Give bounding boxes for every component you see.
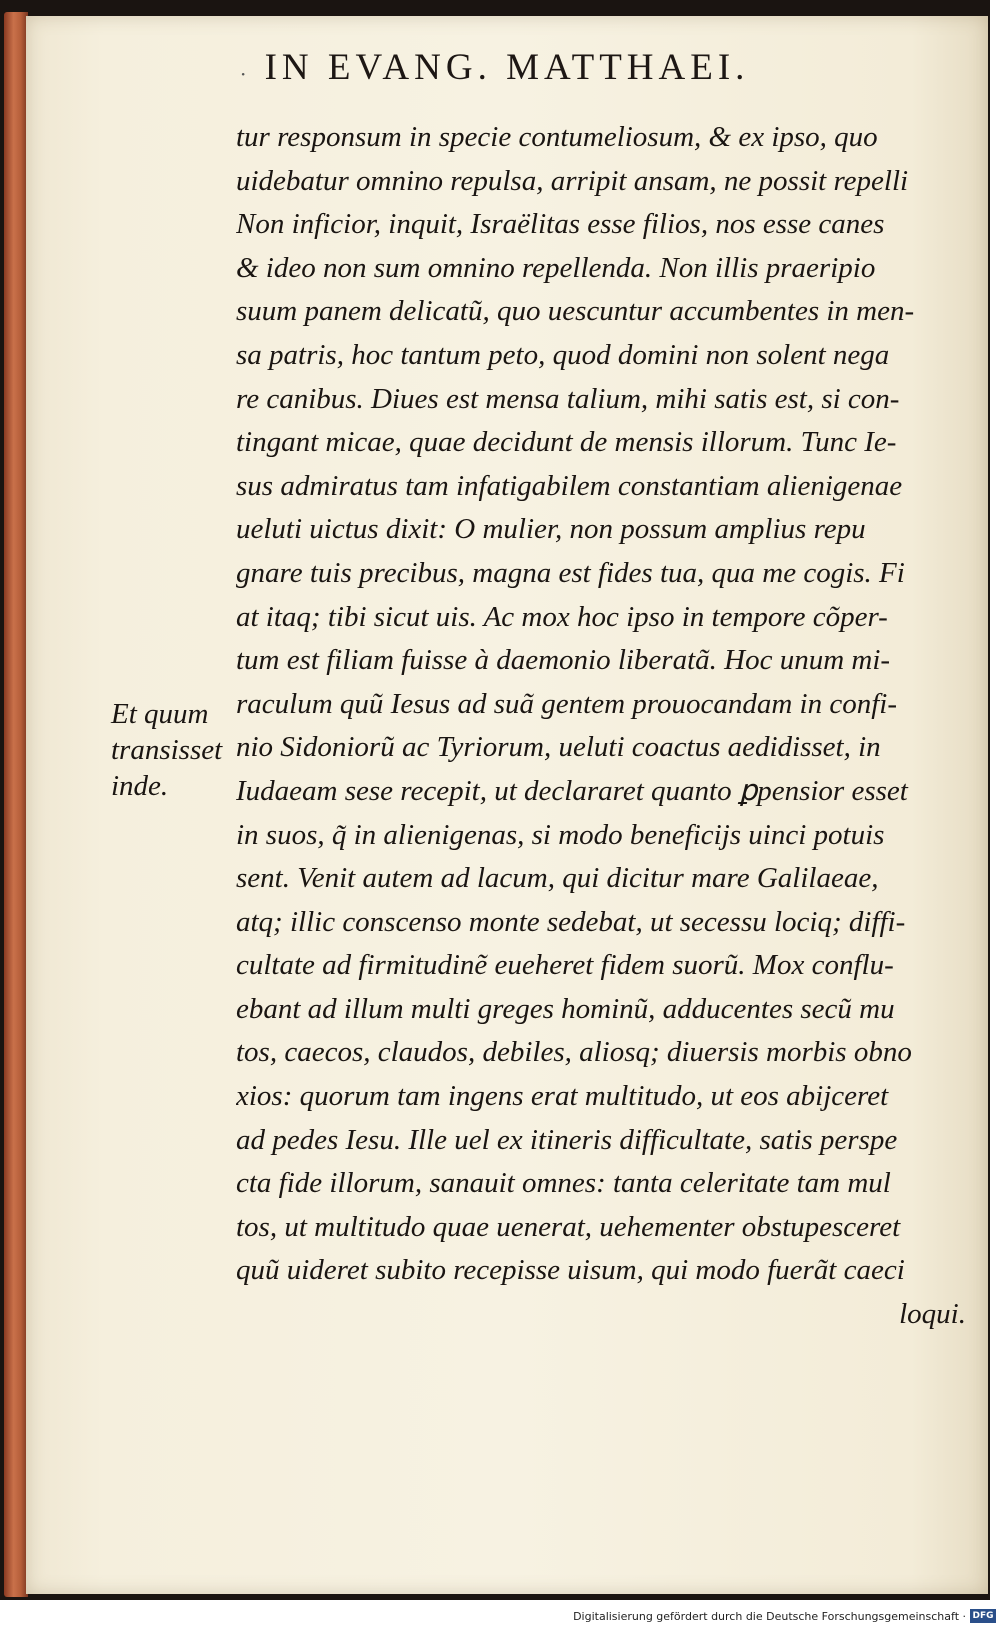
marginal-note — [111, 696, 231, 804]
marginal-note-line: Et quum — [111, 698, 209, 730]
text-line: Iudaeam sese recepit, ut declararet quanto ꝑpensior esset — [236, 774, 908, 807]
text-line: ad pedes Iesu. Ille uel ex itineris difficultate, satis perspe — [236, 1123, 898, 1156]
text-line: tos, ut multitudo quae uenerat, uehementer obstupesceret — [236, 1210, 901, 1243]
text-line: tos, caecos, claudos, debiles, aliosq; diuersis morbis obno — [236, 1036, 912, 1069]
text-line: tingant micae, quae decidunt de mensis illorum. Tunc Ie- — [236, 426, 897, 459]
text-line: cultate ad firmitudinẽ eueheret fidem suorũ. Mox conflu- — [236, 949, 894, 982]
head-ornament-dot: · — [240, 62, 247, 86]
text-line: re canibus. Diues est mensa talium, mihi satis est, si con- — [236, 382, 900, 415]
text-line: sus admiratus tam infatigabilem constantiam alienigenae — [236, 469, 903, 502]
text-line: sent. Venit autem ad lacum, qui dicitur mare Galilaeae, — [236, 862, 879, 895]
marginal-note-line: inde. — [111, 770, 169, 802]
text-line: tur responsum in specie contumeliosum, & ex ipso, quo — [236, 121, 878, 153]
text-line: in suos, q̃ in alienigenas, si modo beneficijs uinci potuis — [236, 818, 885, 851]
text-line: gnare tuis precibus, magna est fides tua, qua me cogis. Fi — [236, 556, 905, 589]
marginal-note-line: transisset — [111, 734, 223, 766]
text-line: & ideo non sum omnino repellenda. Non illis praeripio — [236, 251, 876, 284]
text-line: quũ uideret subito recepisse uisum, qui modo fuerãt caeci — [236, 1254, 905, 1287]
text-line: nio Sidoniorũ ac Tyriorum, ueluti coactus aedidisset, in — [236, 731, 881, 764]
running-head: IN EVANG. MATTHAEI. — [264, 47, 750, 88]
text-line: ebant ad illum multi greges hominũ, adducentes secũ mu — [236, 992, 895, 1025]
book-page — [26, 16, 988, 1594]
main-text-block — [236, 116, 966, 1337]
dfg-logo: DFG — [970, 1609, 996, 1623]
text-line: raculum quũ Iesus ad suã gentem prouocandam in confi- — [236, 687, 898, 720]
text-line: at itaq; tibi sicut uis. Ac mox hoc ipso in tempore cõper- — [236, 600, 888, 633]
catchword: loqui. — [899, 1298, 966, 1331]
text-line: atq; illic conscenso monte sedebat, ut secessu lociq; diffi- — [236, 905, 906, 938]
text-line: sa patris, hoc tantum peto, quod domini non solent nega — [236, 338, 890, 371]
footer-bar — [0, 1604, 1000, 1631]
funding-credit: Digitalisierung gefördert durch die Deutsche Forschungsgemeinschaft · — [573, 1610, 966, 1623]
text-line: Non inficior, inquit, Israëlitas esse filios, nos esse canes — [236, 208, 885, 241]
text-line: suum panem delicatũ, quo uescuntur accumbentes in men- — [236, 295, 915, 328]
book-cover-edge — [4, 12, 28, 1597]
text-line: tum est filiam fuisse à daemonio liberatã. Hoc unum mi- — [236, 644, 891, 677]
text-line: cta fide illorum, sanauit omnes: tanta celeritate tam mul — [236, 1167, 891, 1200]
text-line: ueluti uictus dixit: O mulier, non possum amplius repu — [236, 513, 866, 546]
text-line: uidebatur omnino repulsa, arripit ansam, ne possit repelli — [236, 164, 909, 197]
text-line: xios: quorum tam ingens erat multitudo, ut eos abijceret — [236, 1080, 889, 1113]
